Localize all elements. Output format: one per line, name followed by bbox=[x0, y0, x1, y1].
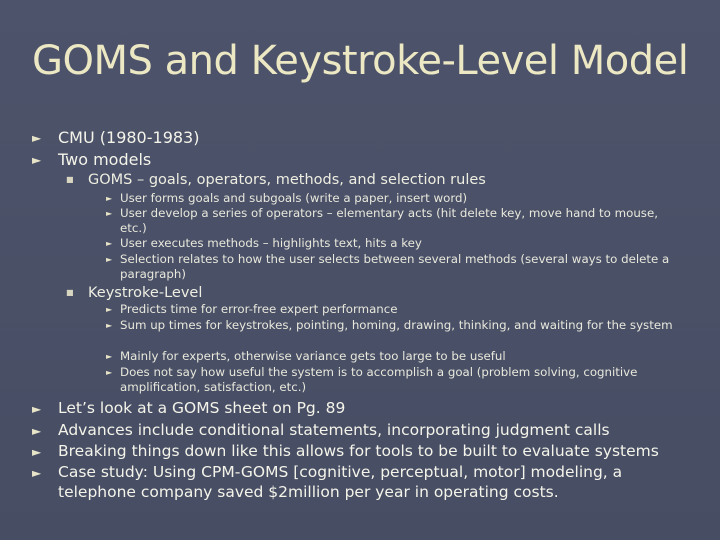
small-triangle-arrow-icon: ► bbox=[106, 352, 113, 361]
bullet-text: Case study: Using CPM-GOMS [cognitive, perceptual, motor] modeling, a telephone company saved $2million per year in operating costs. bbox=[58, 463, 623, 501]
small-triangle-arrow-icon: ► bbox=[106, 321, 113, 330]
square-bullet-icon: ■ bbox=[66, 175, 74, 184]
bullet-item bbox=[32, 462, 692, 502]
detail-item bbox=[106, 252, 686, 282]
bullet-text: Let’s look at a GOMS sheet on Pg. 89 bbox=[58, 399, 346, 417]
detail-text: Selection relates to how the user selects between several methods (several ways to delete a paragraph) bbox=[120, 252, 670, 281]
detail-item bbox=[106, 206, 686, 236]
square-bullet-icon: ■ bbox=[66, 288, 74, 297]
detail-item bbox=[106, 236, 686, 251]
detail-text: User executes methods – highlights text, hits a key bbox=[120, 236, 422, 250]
triangle-arrow-icon: ► bbox=[32, 402, 42, 416]
triangle-arrow-icon: ► bbox=[32, 445, 42, 459]
bullet-item bbox=[32, 128, 199, 148]
detail-text: Does not say how useful the system is to accomplish a goal (problem solving, cognitive amplification, satisfaction, etc.) bbox=[120, 365, 638, 394]
bullet-item bbox=[32, 398, 692, 418]
bullet-text: Breaking things down like this allows for tools to be built to evaluate systems bbox=[58, 442, 659, 460]
small-triangle-arrow-icon: ► bbox=[106, 194, 113, 203]
small-triangle-arrow-icon: ► bbox=[106, 255, 113, 264]
bullet-text: Advances include conditional statements, incorporating judgment calls bbox=[58, 421, 610, 439]
triangle-arrow-icon: ► bbox=[32, 424, 42, 438]
triangle-arrow-icon: ► bbox=[32, 131, 42, 145]
bullet-item bbox=[32, 420, 692, 440]
detail-text: Mainly for experts, otherwise variance gets too large to be useful bbox=[120, 349, 506, 363]
detail-text: Sum up times for keystrokes, pointing, homing, drawing, thinking, and waiting for the system bbox=[120, 318, 673, 332]
small-triangle-arrow-icon: ► bbox=[106, 239, 113, 248]
detail-text: Predicts time for error-free expert performance bbox=[120, 302, 398, 316]
sub-bullet-text: GOMS – goals, operators, methods, and selection rules bbox=[88, 172, 486, 188]
bullet-item bbox=[32, 150, 151, 170]
sub-bullet-goms bbox=[66, 171, 486, 189]
sub-bullet-klm bbox=[66, 284, 202, 302]
detail-text: User develop a series of operators – elementary acts (hit delete key, move hand to mouse, etc.) bbox=[120, 206, 658, 235]
small-triangle-arrow-icon: ► bbox=[106, 209, 113, 218]
bullet-item bbox=[32, 441, 692, 461]
detail-item bbox=[106, 302, 686, 317]
slide-title: GOMS and Keystroke-Level Model bbox=[32, 38, 689, 84]
detail-text: User forms goals and subgoals (write a paper, insert word) bbox=[120, 191, 468, 205]
detail-item bbox=[106, 349, 686, 364]
triangle-arrow-icon: ► bbox=[32, 153, 42, 167]
small-triangle-arrow-icon: ► bbox=[106, 368, 113, 377]
small-triangle-arrow-icon: ► bbox=[106, 305, 113, 314]
detail-item bbox=[106, 191, 686, 206]
detail-item bbox=[106, 365, 686, 395]
sub-bullet-text: Keystroke-Level bbox=[88, 285, 203, 301]
detail-item bbox=[106, 318, 686, 333]
bullet-text: CMU (1980-1983) bbox=[58, 128, 200, 147]
triangle-arrow-icon: ► bbox=[32, 466, 42, 480]
bullet-text: Two models bbox=[58, 150, 152, 169]
